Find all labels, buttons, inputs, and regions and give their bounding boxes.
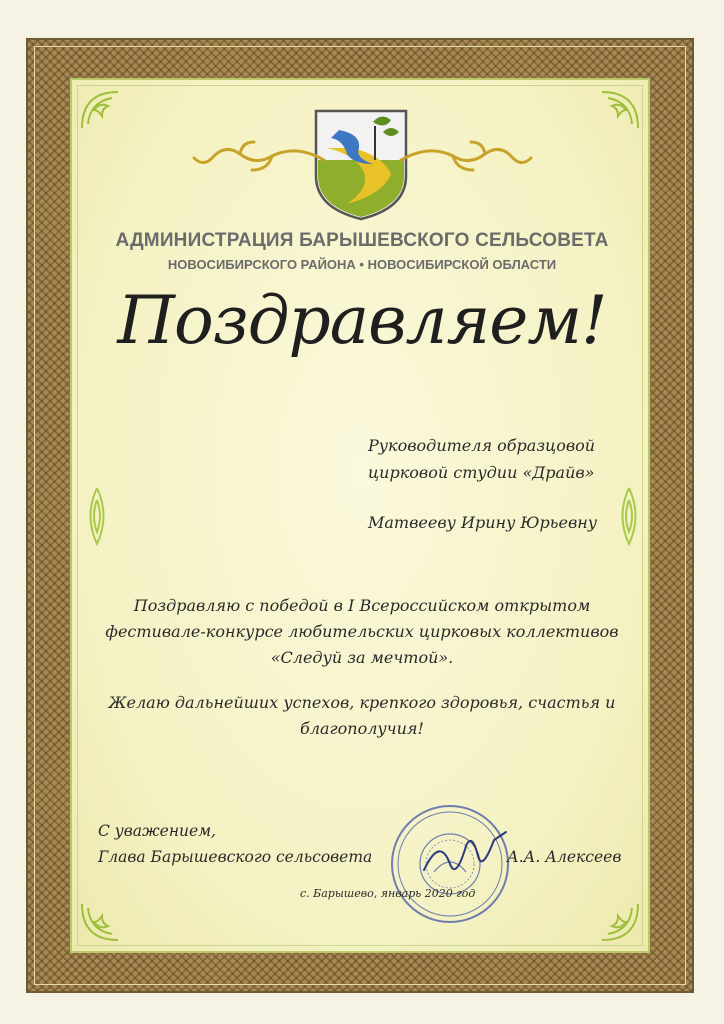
corner-ornament-icon: [598, 88, 642, 132]
coat-of-arms-icon: [313, 108, 409, 222]
body-paragraph: Поздравляю с победой в I Всероссийском открытом фестивале-конкурсе любительских цирковых коллективов «Следуй за мечтой».: [105, 596, 619, 667]
recipient-line: цирковой студии «Драйв»: [368, 463, 595, 482]
corner-ornament-icon: [598, 900, 642, 944]
recipient-line: Руководителя образцовой: [368, 436, 596, 455]
congratulation-heading: Поздравляем!: [117, 282, 607, 359]
signatory-position: Глава Барышевского сельсовета: [98, 848, 373, 866]
corner-ornament-icon: [78, 900, 122, 944]
gold-flourish-icon: [186, 140, 326, 180]
administration-title: АДМИНИСТРАЦИЯ БАРЫШЕВСКОГО СЕЛЬСОВЕТА: [115, 230, 609, 251]
signatory-name: А.А. Алексеев: [507, 848, 622, 866]
closing-line: С уважением,: [98, 822, 216, 840]
handwritten-signature-icon: [420, 826, 510, 886]
side-ornament-icon: [82, 486, 112, 546]
body-paragraph: Желаю дальнейших успехов, крепкого здоровья, счастья и благополучия!: [108, 693, 616, 738]
gold-flourish-icon: [399, 140, 539, 180]
corner-ornament-icon: [78, 88, 122, 132]
recipient-position: [368, 432, 658, 486]
recipient-name: Матвееву Ирину Юрьевну: [368, 513, 598, 532]
administration-subtitle: НОВОСИБИРСКОГО РАЙОНА • НОВОСИБИРСКОЙ ОБЛАСТИ: [167, 257, 557, 272]
place-and-date: с. Барышево, январь 2020 год: [300, 887, 476, 900]
